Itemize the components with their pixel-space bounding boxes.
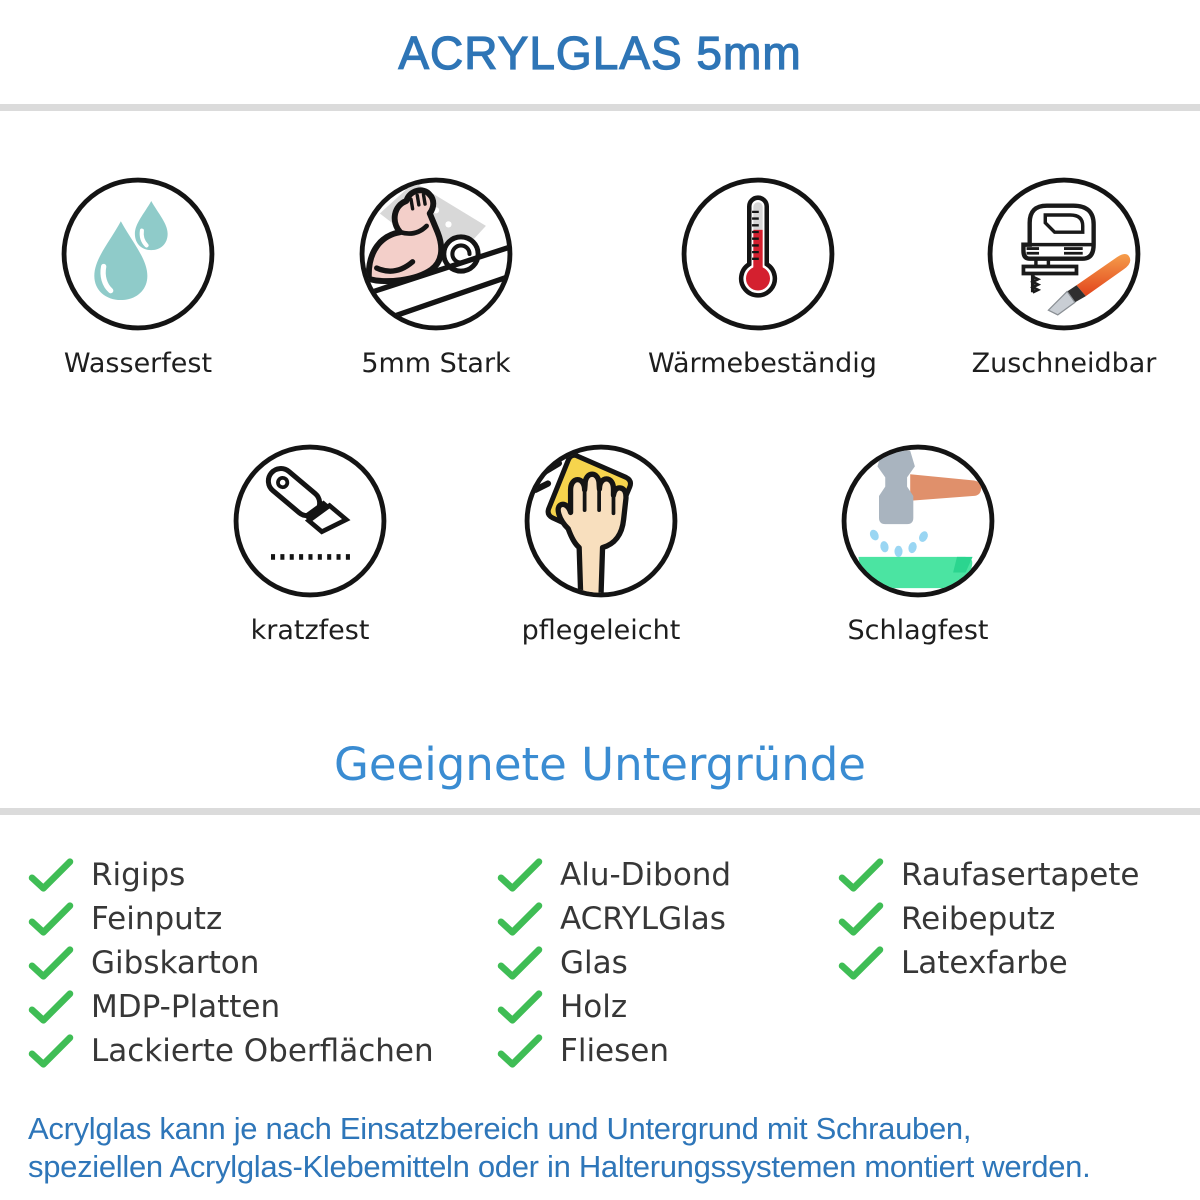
mounting-note-line2: speziellen Acrylglas-Klebemitteln oder in Halterungssystemen montiert werden. [28, 1149, 1091, 1184]
check-icon [497, 989, 543, 1025]
feature-label: 5mm Stark [361, 348, 511, 379]
check-icon [28, 989, 74, 1025]
surface-label: Raufasertapete [901, 857, 1140, 893]
surface-label: Rigips [91, 857, 186, 893]
jigsaw-cutter-icon [986, 176, 1142, 332]
feature-label: pflegeleicht [521, 615, 681, 646]
divider-top [0, 104, 1200, 111]
mounting-note [28, 1110, 1090, 1186]
surface-label: Fliesen [560, 1033, 669, 1069]
list-item [28, 1029, 434, 1073]
feature-wasserfest [28, 176, 248, 379]
surface-label: Reibeputz [901, 901, 1056, 937]
strong-arm-sheet-icon [358, 176, 514, 332]
list-item [497, 985, 731, 1029]
list-item [838, 853, 1140, 897]
surface-label: Gibskarton [91, 945, 260, 981]
feature-label: Schlagfest [847, 615, 989, 646]
surface-label: Feinputz [91, 901, 223, 937]
surface-label: Alu-Dibond [560, 857, 732, 893]
mounting-note-line1: Acrylglas kann je nach Einsatzbereich und Untergrund mit Schrauben, [28, 1111, 972, 1146]
list-item [28, 941, 434, 985]
hand-cloth-icon [523, 443, 679, 599]
list-item [497, 853, 731, 897]
check-icon [838, 901, 884, 937]
check-icon [838, 857, 884, 893]
list-item [28, 985, 434, 1029]
list-item [28, 897, 434, 941]
check-icon [28, 901, 74, 937]
feature-5mm-stark [326, 176, 546, 379]
feature-label: Wasserfest [63, 348, 213, 379]
feature-pflegeleicht [491, 443, 711, 646]
list-item [838, 897, 1140, 941]
divider-middle [0, 808, 1200, 815]
utility-knife-icon [232, 443, 388, 599]
surface-label: Lackierte Oberflächen [91, 1033, 434, 1069]
thermometer-icon [680, 176, 836, 332]
check-icon [838, 945, 884, 981]
check-icon [497, 945, 543, 981]
feature-zuschneidbar [954, 176, 1174, 379]
surfaces-column-2 [497, 853, 731, 1073]
surfaces-column-3 [838, 853, 1140, 985]
surfaces-heading: Geeignete Untergründe [333, 738, 866, 791]
list-item [838, 941, 1140, 985]
surface-label: Glas [560, 945, 628, 981]
check-icon [497, 857, 543, 893]
list-item [497, 941, 731, 985]
feature-label: Wärmebeständig [648, 348, 877, 379]
feature-schlagfest [808, 443, 1028, 646]
list-item [28, 853, 434, 897]
feature-label: Zuschneidbar [971, 348, 1157, 379]
surface-label: Holz [560, 989, 628, 1025]
check-icon [497, 1033, 543, 1069]
list-item [497, 1029, 731, 1073]
surface-label: Latexfarbe [901, 945, 1068, 981]
feature-label: kratzfest [250, 615, 370, 646]
list-item [497, 897, 731, 941]
check-icon [28, 857, 74, 893]
page-title: ACRYLGLAS 5mm [398, 27, 802, 79]
feature-kratzfest [200, 443, 420, 646]
check-icon [28, 945, 74, 981]
surfaces-column-1 [28, 853, 434, 1073]
surface-label: MDP-Platten [91, 989, 281, 1025]
check-icon [497, 901, 543, 937]
surface-label: ACRYLGlas [560, 901, 726, 937]
feature-waermebestaendig [648, 176, 877, 379]
hammer-surface-icon [840, 443, 996, 599]
water-drops-icon [60, 176, 216, 332]
check-icon [28, 1033, 74, 1069]
